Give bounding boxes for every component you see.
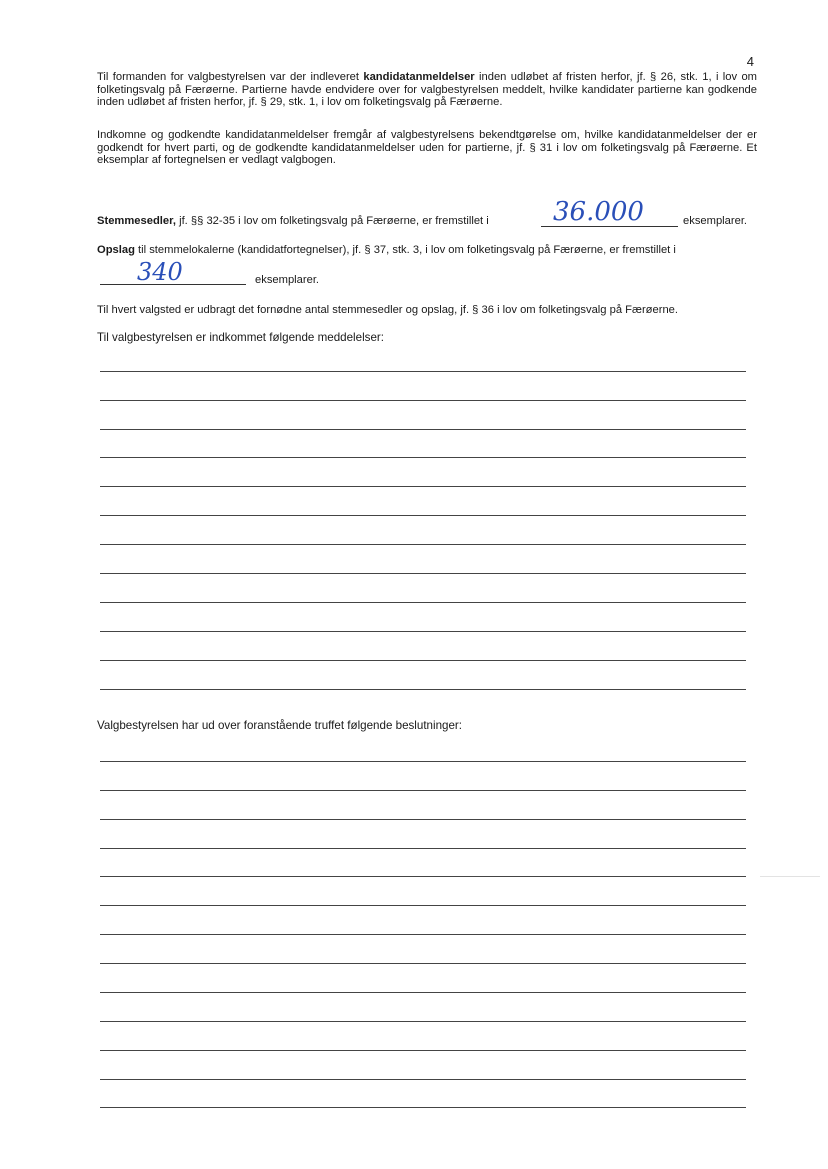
meddelelser-heading: Til valgbestyrelsen er indkommet følgende meddelelser: [97,331,384,344]
beslutninger-line[interactable] [100,1021,746,1022]
beslutninger-line[interactable] [100,876,746,877]
beslutninger-line[interactable] [100,1050,746,1051]
beslutninger-line[interactable] [100,934,746,935]
meddelelser-line[interactable] [100,573,746,574]
beslutninger-line[interactable] [100,819,746,820]
meddelelser-line[interactable] [100,486,746,487]
p1-bold-term: kandidatanmeldelser [363,71,475,83]
page-number: 4 [746,54,754,69]
paragraph-kandidatanmeldelser [97,71,757,109]
beslutninger-line[interactable] [100,905,746,906]
opslag-label: Opslag [97,244,135,256]
p1-text-before: Til formanden for valgbestyrelsen var der indleveret [97,71,364,83]
meddelelser-line[interactable] [100,457,746,458]
paragraph-godkendte: Indkomne og godkendte kandidatanmeldelser fremgår af valgbestyrelsens bekendtgørelse om, hvilke kandidatanmeldelser der er godkendt for hvert parti, og de godkendte kandidatanmeldelser uden for partierne, jf. § 31 i lov om folketingsvalg på Færøerne. Et eksemplar af fortegnelsen er vedlagt valgbogen. [97,129,757,167]
opslag-suffix: eksemplarer. [255,274,320,286]
stemmesedler-label: Stemmesedler, [97,215,176,227]
beslutninger-line[interactable] [100,761,746,762]
opslag-row [97,243,676,257]
beslutninger-line[interactable] [100,1079,746,1080]
distribution-text: Til hvert valgsted er udbragt det fornødne antal stemmesedler og opslag, jf. § 36 i lov om folketingsvalg på Færøerne. [97,304,679,316]
beslutninger-line[interactable] [100,1107,746,1108]
meddelelser-line[interactable] [100,400,746,401]
opslag-handwritten-value: 340 [137,258,183,286]
stemmesedler-text: jf. §§ 32-35 i lov om folketingsvalg på Færøerne, er fremstillet i [175,215,489,227]
meddelelser-line[interactable] [100,371,746,372]
beslutninger-line[interactable] [100,790,746,791]
opslag-text: til stemmelokalerne (kandidatfortegnelser), jf. § 37, stk. 3, i lov om folketingsvalg på Færøerne, er fremstillet i [134,244,676,256]
meddelelser-line[interactable] [100,689,746,690]
beslutninger-line[interactable] [100,848,746,849]
stemmesedler-suffix: eksemplarer. [683,215,748,227]
meddelelser-line[interactable] [100,515,746,516]
meddelelser-line[interactable] [100,631,746,632]
meddelelser-line[interactable] [100,602,746,603]
beslutninger-line[interactable] [100,963,746,964]
stemmesedler-row [97,214,489,228]
meddelelser-line[interactable] [100,660,746,661]
beslutninger-heading: Valgbestyrelsen har ud over foranstående truffet følgende beslutninger: [97,719,463,732]
beslutninger-line[interactable] [100,992,746,993]
p1-text-after: inden udløbet af fristen herfor, jf. § 26, stk. 1, i lov om folketingsvalg på Færøerne. Partierne havde endvidere over for valgbestyrelsen meddelt, hvilke kandidater partierne kan godkende inden udløbet af fristen herfor, jf. § 29, stk. 1, i lov om folketingsvalg på Færøerne. [97,71,757,109]
scan-artifact-line [760,876,820,877]
meddelelser-line[interactable] [100,429,746,430]
meddelelser-line[interactable] [100,544,746,545]
stemmesedler-handwritten-value: 36.000 [553,197,644,227]
